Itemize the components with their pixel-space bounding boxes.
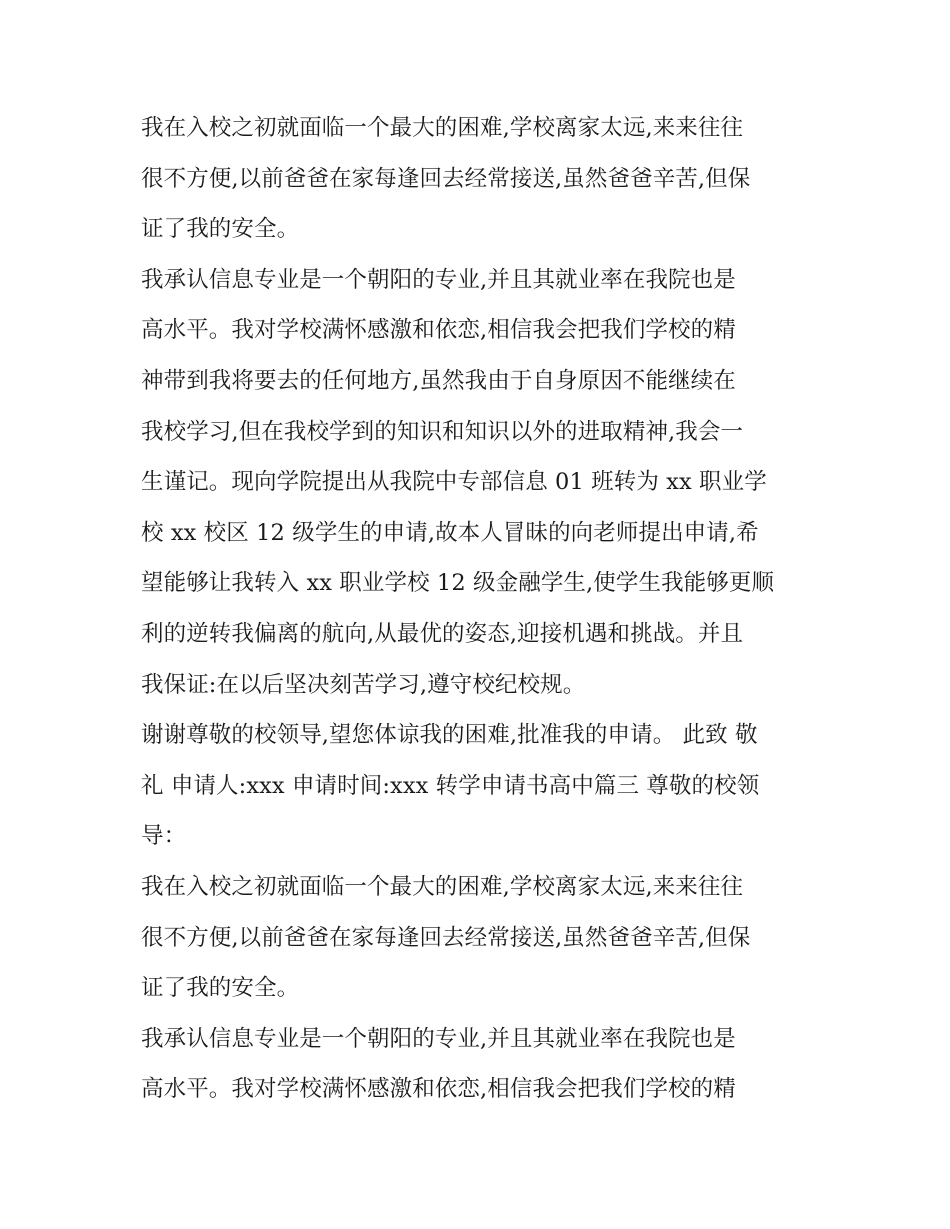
text-line: 我承认信息专业是一个朝阳的专业,并且其就业率在我院也是: [141, 1025, 736, 1052]
text-line: 校 xx 校区 12 级学生的申请,故本人冒昧的向老师提出申请,希: [141, 519, 759, 546]
text-line: 证了我的安全。: [141, 216, 300, 243]
text-line: 利的逆转我偏离的航向,从最优的姿态,迎接机遇和挑战。并且: [141, 620, 744, 647]
text-line: 导：: [141, 823, 187, 850]
text-line: 神带到我将要去的任何地方,虽然我由于自身原因不能继续在: [141, 367, 736, 394]
text-line: 我在入校之初就面临一个最大的困难,学校离家太远,来来往往: [141, 873, 744, 900]
text-line: 望能够让我转入 xx 职业学校 12 级金融学生,使学生我能够更顺: [141, 570, 775, 597]
text-line: 生谨记。现向学院提出从我院中专部信息 01 班转为 xx 职业学: [141, 469, 767, 496]
text-line: 我校学习,但在我校学到的知识和知识以外的进取精神,我会一: [141, 418, 744, 445]
text-line: 很不方便,以前爸爸在家每逢回去经常接送,虽然爸爸辛苦,但保: [141, 924, 751, 951]
text-line: 我在入校之初就面临一个最大的困难,学校离家太远,来来往往: [141, 115, 744, 141]
text-line: 证了我的安全。: [141, 975, 300, 1002]
text-line: 高水平。我对学校满怀感激和依恋,相信我会把我们学校的精: [141, 317, 736, 344]
text-line: 很不方便,以前爸爸在家每逢回去经常接送,虽然爸爸辛苦,但保: [141, 165, 751, 192]
text-line: 我承认信息专业是一个朝阳的专业,并且其就业率在我院也是: [141, 266, 736, 293]
text-line: 我保证:在以后坚决刻苦学习,遵守校纪校规。: [141, 671, 586, 698]
text-line: 高水平。我对学校满怀感激和依恋,相信我会把我们学校的精: [141, 1076, 736, 1103]
document-body: [141, 103, 813, 1115]
text-line: 谢谢尊敬的校领导,望您体谅我的困难,批准我的申请。 此致 敬: [141, 722, 758, 749]
text-line: 礼 申请人:xxx 申请时间:xxx 转学申请书高中篇三 尊敬的校领: [141, 772, 760, 799]
